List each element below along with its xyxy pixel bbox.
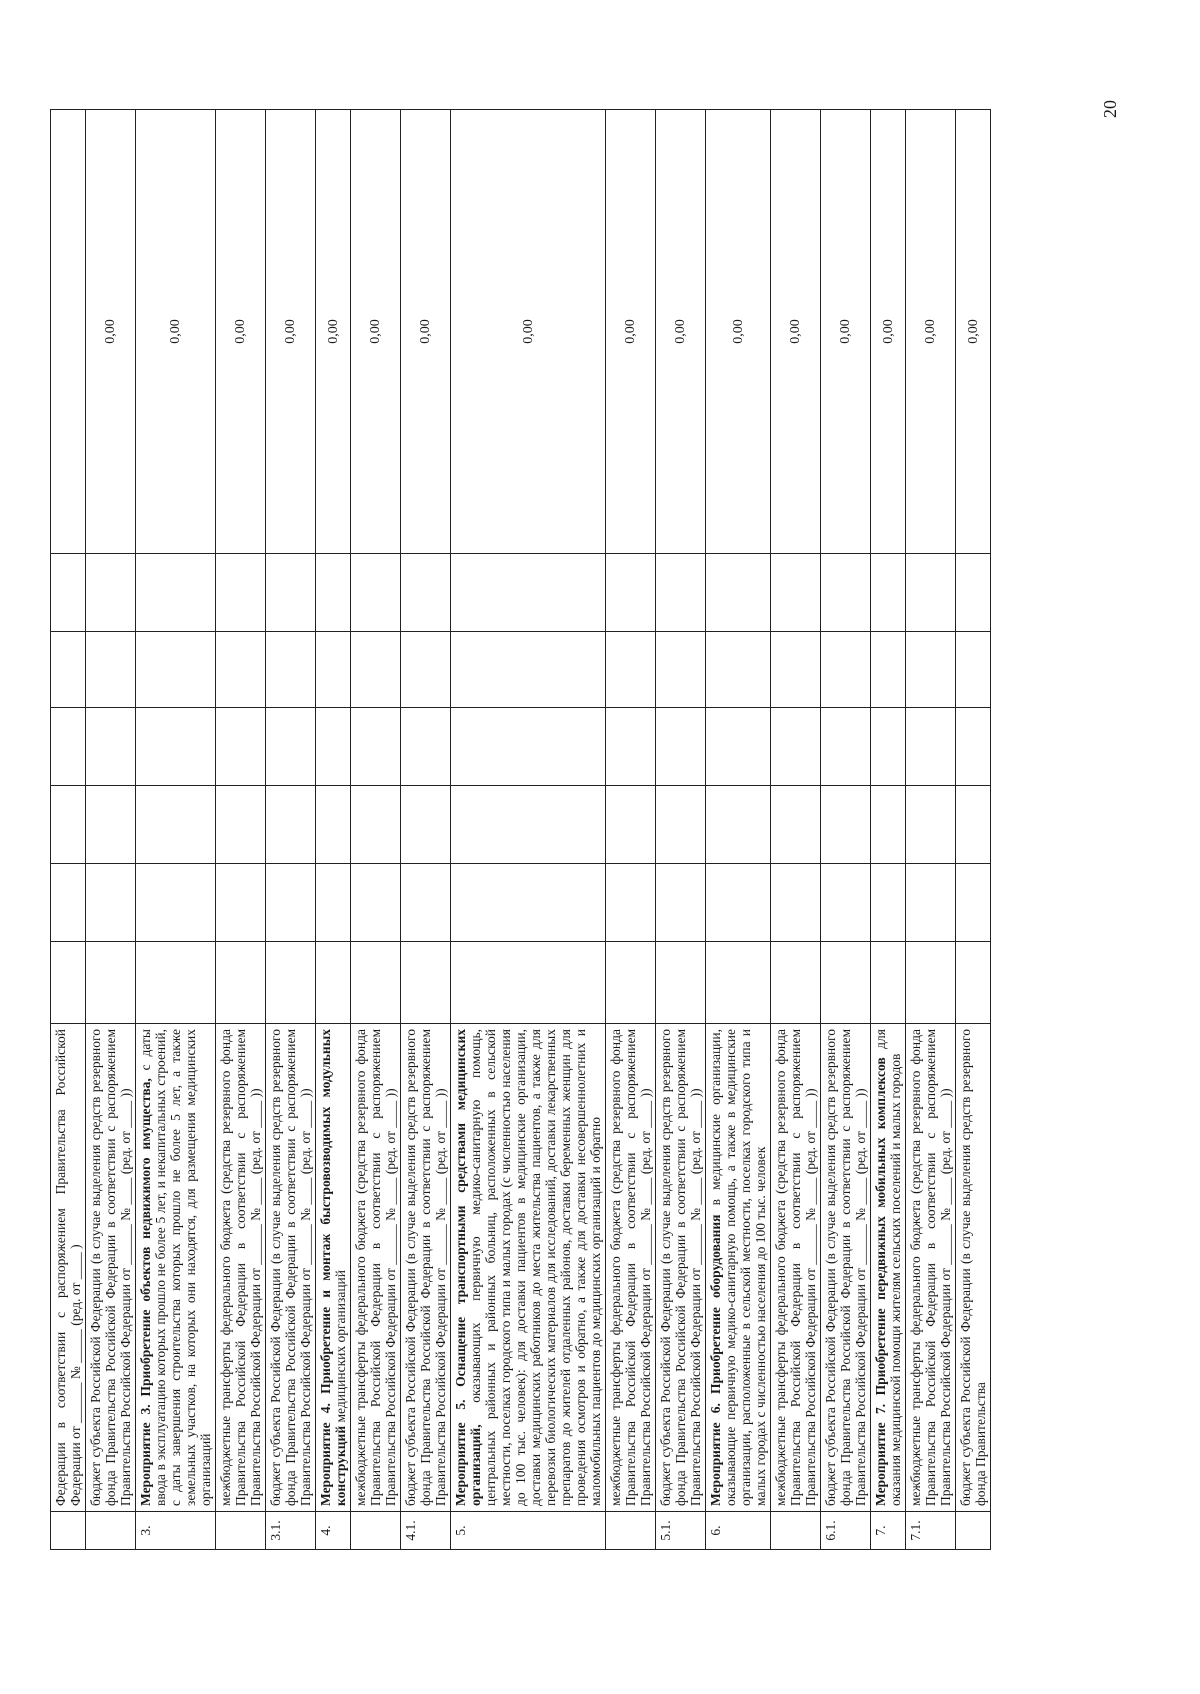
empty-cell — [821, 942, 871, 1024]
row-description — [136, 1024, 216, 1512]
row-number: 7. — [871, 1512, 906, 1550]
row-text: бюджет субъекта Российской Федерации (в случае выделения средств резервного фонда Правительства Российской Федерации в соответствии с распоряжением Правительства Российской Федерации от ______ № ____ (ред. от ____ )) — [268, 1029, 313, 1506]
empty-cell — [906, 786, 956, 864]
empty-cell — [656, 786, 706, 864]
table-row — [351, 110, 401, 1550]
empty-cell — [51, 942, 86, 1024]
row-description — [351, 1024, 401, 1512]
table-row — [906, 110, 956, 1550]
empty-cell — [706, 942, 771, 1024]
empty-cell — [351, 786, 401, 864]
empty-cell — [316, 554, 351, 632]
empty-cell — [606, 708, 656, 786]
table-row — [956, 110, 991, 1550]
empty-cell — [871, 632, 906, 708]
empty-cell — [656, 708, 706, 786]
row-text: межбюджетные трансферты федерального бюджета (средства резервного фонда Правительства Российской Федерации в соответствии с распоряжением Правительства Российской Федерации от ______ № ____ (ред. от ____ )) — [218, 1029, 263, 1506]
row-number — [51, 1512, 86, 1550]
empty-cell — [906, 942, 956, 1024]
empty-cell — [956, 554, 991, 632]
empty-cell — [351, 942, 401, 1024]
empty-cell — [51, 554, 86, 632]
table-row — [266, 110, 316, 1550]
row-text: для оказания медицинской помощи жителям сельских поселений и малых городов — [873, 1029, 903, 1506]
empty-cell — [606, 786, 656, 864]
empty-cell — [136, 554, 216, 632]
empty-cell — [51, 786, 86, 864]
empty-cell — [86, 942, 136, 1024]
empty-cell — [871, 786, 906, 864]
empty-cell — [401, 864, 451, 942]
empty-cell — [451, 786, 606, 864]
row-number: 4. — [316, 1512, 351, 1550]
row-text: межбюджетные трансферты федерального бюджета (средства резервного фонда Правительства Российской Федерации в соответствии с распоряжением Правительства Российской Федерации от ______ № ____ (ред. от ____ )) — [773, 1029, 818, 1506]
amount-cell: 0,00 — [266, 110, 316, 554]
empty-cell — [871, 864, 906, 942]
empty-cell — [316, 786, 351, 864]
row-description — [956, 1024, 991, 1512]
empty-cell — [771, 632, 821, 708]
empty-cell — [821, 632, 871, 708]
row-description — [451, 1024, 606, 1512]
empty-cell — [451, 632, 606, 708]
row-description — [771, 1024, 821, 1512]
empty-cell — [266, 554, 316, 632]
empty-cell — [821, 786, 871, 864]
empty-cell — [86, 632, 136, 708]
empty-cell — [906, 864, 956, 942]
empty-cell — [266, 942, 316, 1024]
amount-cell: 0,00 — [401, 110, 451, 554]
row-text: в медицинские организации, оказывающие первичную медико-санитарную помощь, а также в медицинские организации, расположенные в сельской местности, поселках городского типа и малых городах с численностью населения до 100 тыс. человек — [708, 1029, 768, 1506]
empty-cell — [216, 786, 266, 864]
row-number — [956, 1512, 991, 1550]
row-number — [351, 1512, 401, 1550]
empty-cell — [216, 708, 266, 786]
empty-cell — [136, 864, 216, 942]
amount-cell: 0,00 — [86, 110, 136, 554]
empty-cell — [451, 554, 606, 632]
row-text: межбюджетные трансферты федерального бюджета (средства резервного фонда Правительства Российской Федерации в соответствии с распоряжением Правительства Российской Федерации от ______ № ____ (ред. от ____ )) — [608, 1029, 653, 1506]
row-text: бюджет субъекта Российской Федерации (в случае выделения средств резервного фонда Правительства Российской Федерации в соответствии с распоряжением Правительства Российской Федерации от ______ № ____ (ред. от ____ )) — [658, 1029, 703, 1506]
empty-cell — [451, 864, 606, 942]
table-row — [451, 110, 606, 1550]
empty-cell — [956, 942, 991, 1024]
row-text: бюджет субъекта Российской Федерации (в случае выделения средств резервного фонда Правительства — [958, 1029, 988, 1506]
empty-cell — [771, 942, 821, 1024]
table-row — [216, 110, 266, 1550]
row-description — [821, 1024, 871, 1512]
empty-cell — [706, 554, 771, 632]
empty-cell — [401, 786, 451, 864]
empty-cell — [401, 554, 451, 632]
empty-cell — [451, 708, 606, 786]
empty-cell — [771, 708, 821, 786]
row-text: Федерации в соответствии с распоряжением Правительства Российской Федерации от ______ № _____ (ред. от ____ ) — [53, 1029, 83, 1506]
row-number — [86, 1512, 136, 1550]
table-row — [706, 110, 771, 1550]
row-description — [656, 1024, 706, 1512]
empty-cell — [136, 942, 216, 1024]
empty-cell — [656, 554, 706, 632]
measure-title: Мероприятие 6. Приобретение оборудования — [708, 1214, 723, 1506]
rotated-table-container — [50, 110, 1050, 1550]
empty-cell — [401, 942, 451, 1024]
empty-cell — [86, 708, 136, 786]
empty-cell — [451, 942, 606, 1024]
row-number: 7.1. — [906, 1512, 956, 1550]
empty-cell — [316, 632, 351, 708]
table-row — [871, 110, 906, 1550]
empty-cell — [771, 786, 821, 864]
page-number: 20 — [1100, 100, 1120, 118]
empty-cell — [706, 708, 771, 786]
amount-cell: 0,00 — [136, 110, 216, 554]
table-row — [316, 110, 351, 1550]
table-row — [51, 110, 86, 1550]
empty-cell — [401, 708, 451, 786]
amount-cell: 0,00 — [706, 110, 771, 554]
empty-cell — [51, 632, 86, 708]
empty-cell — [606, 632, 656, 708]
empty-cell — [956, 864, 991, 942]
row-text: межбюджетные трансферты федерального бюджета (средства резервного фонда Правительства Российской Федерации в соответствии с распоряжением Правительства Российской Федерации от ______ № ____ (ред. от ____ )) — [353, 1029, 398, 1506]
amount-cell: 0,00 — [821, 110, 871, 554]
empty-cell — [956, 786, 991, 864]
table-row — [606, 110, 656, 1550]
row-text: медицинских организаций — [333, 1269, 348, 1426]
empty-cell — [216, 942, 266, 1024]
amount-cell: 0,00 — [656, 110, 706, 554]
empty-cell — [606, 942, 656, 1024]
empty-cell — [316, 708, 351, 786]
row-description — [216, 1024, 266, 1512]
empty-cell — [316, 864, 351, 942]
empty-cell — [871, 942, 906, 1024]
row-text: бюджет субъекта Российской Федерации (в случае выделения средств резервного фонда Правительства Российской Федерации в соответствии с распоряжением Правительства Российской Федерации от ______ № ____ (ред. от ____ )) — [403, 1029, 448, 1506]
empty-cell — [51, 708, 86, 786]
table-row — [401, 110, 451, 1550]
amount-cell — [51, 110, 86, 554]
empty-cell — [351, 632, 401, 708]
budget-table — [50, 109, 991, 1550]
empty-cell — [86, 786, 136, 864]
table-row — [821, 110, 871, 1550]
empty-cell — [136, 708, 216, 786]
empty-cell — [51, 864, 86, 942]
empty-cell — [706, 632, 771, 708]
amount-cell: 0,00 — [316, 110, 351, 554]
row-text: с даты ввода в эксплуатацию которых прошло не более 5 лет, и некапитальных строений, с даты завершения строительства которых прошло не более 5 лет, а также земельных участков, на которых они находятся, для размещения медицинских организаций — [138, 1029, 213, 1506]
table-row — [771, 110, 821, 1550]
row-number: 6. — [706, 1512, 771, 1550]
empty-cell — [216, 864, 266, 942]
empty-cell — [266, 632, 316, 708]
amount-cell: 0,00 — [956, 110, 991, 554]
empty-cell — [351, 864, 401, 942]
measure-title: Мероприятие 7. Приобретение передвижных мобильных комплексов — [873, 1057, 888, 1506]
empty-cell — [821, 864, 871, 942]
row-description — [86, 1024, 136, 1512]
empty-cell — [216, 632, 266, 708]
row-number — [771, 1512, 821, 1550]
empty-cell — [906, 632, 956, 708]
row-number: 3.1. — [266, 1512, 316, 1550]
empty-cell — [656, 942, 706, 1024]
row-text: межбюджетные трансферты федерального бюджета (средства резервного фонда Правительства Российской Федерации в соответствии с распоряжением Правительства Российской Федерации от ______ № ____ (ред. от ____ )) — [908, 1029, 953, 1506]
empty-cell — [316, 942, 351, 1024]
row-description — [606, 1024, 656, 1512]
row-description — [401, 1024, 451, 1512]
empty-cell — [706, 786, 771, 864]
row-number: 5. — [451, 1512, 606, 1550]
row-number — [216, 1512, 266, 1550]
empty-cell — [706, 864, 771, 942]
document-sheet — [50, 110, 1050, 1550]
empty-cell — [906, 554, 956, 632]
empty-cell — [401, 632, 451, 708]
row-number: 6.1. — [821, 1512, 871, 1550]
row-description — [706, 1024, 771, 1512]
table-row — [86, 110, 136, 1550]
measure-title: Мероприятие 4. Приобретение и монтаж быстровозводимых модульных конструкций — [318, 1029, 348, 1506]
row-text: бюджет субъекта Российской Федерации (в случае выделения средств резервного фонда Правительства Российской Федерации в соответствии с распоряжением Правительства Российской Федерации от ______ № ____ (ред. от ____ )) — [823, 1029, 868, 1506]
row-description — [871, 1024, 906, 1512]
table-row — [136, 110, 216, 1550]
empty-cell — [266, 864, 316, 942]
row-number: 4.1. — [401, 1512, 451, 1550]
empty-cell — [771, 554, 821, 632]
empty-cell — [136, 632, 216, 708]
measure-title: Мероприятие 3. Приобретение объектов недвижимого имущества, — [138, 1078, 153, 1506]
row-text: оказывающих первичную медико-санитарную помощь, центральных районных и районных больниц, расположенных в сельской местности, поселках городского типа и малых городах (с численностью населения до 100 тыс. человек): для доставки пациентов в медицинские организации, доставки медицинских работников до места жительства пациентов, а также для перевозки биологических материалов для исследований, доставки лекарственных препаратов до жителей отдаленных районов, доставки беременных женщин для проведения осмотров и обратно, а также для доставки несовершеннолетних и маломобильных пациентов до медицинских организаций и обратно — [468, 1029, 603, 1506]
measure-title: Мероприятие 5. Оснащение транспортными средствами медицинских организаций, — [453, 1029, 483, 1506]
empty-cell — [136, 786, 216, 864]
empty-cell — [86, 554, 136, 632]
empty-cell — [266, 786, 316, 864]
row-description — [266, 1024, 316, 1512]
empty-cell — [956, 708, 991, 786]
empty-cell — [656, 632, 706, 708]
row-description — [906, 1024, 956, 1512]
amount-cell: 0,00 — [351, 110, 401, 554]
empty-cell — [266, 708, 316, 786]
amount-cell: 0,00 — [606, 110, 656, 554]
row-number: 3. — [136, 1512, 216, 1550]
table-body — [51, 110, 991, 1550]
row-number — [606, 1512, 656, 1550]
row-text: бюджет субъекта Российской Федерации (в случае выделения средств резервного фонда Правительства Российской Федерации в соответствии с распоряжением Правительства Российской Федерации от ______ № ____ (ред. от ____ )) — [88, 1029, 133, 1506]
empty-cell — [871, 554, 906, 632]
empty-cell — [871, 708, 906, 786]
empty-cell — [606, 864, 656, 942]
empty-cell — [906, 708, 956, 786]
empty-cell — [216, 554, 266, 632]
empty-cell — [606, 554, 656, 632]
row-number: 5.1. — [656, 1512, 706, 1550]
empty-cell — [956, 632, 991, 708]
empty-cell — [821, 708, 871, 786]
amount-cell: 0,00 — [451, 110, 606, 554]
row-description — [316, 1024, 351, 1512]
empty-cell — [821, 554, 871, 632]
amount-cell: 0,00 — [771, 110, 821, 554]
row-description — [51, 1024, 86, 1512]
empty-cell — [656, 864, 706, 942]
amount-cell: 0,00 — [216, 110, 266, 554]
amount-cell: 0,00 — [871, 110, 906, 554]
empty-cell — [771, 864, 821, 942]
amount-cell: 0,00 — [906, 110, 956, 554]
empty-cell — [351, 708, 401, 786]
empty-cell — [86, 864, 136, 942]
table-row — [656, 110, 706, 1550]
empty-cell — [351, 554, 401, 632]
